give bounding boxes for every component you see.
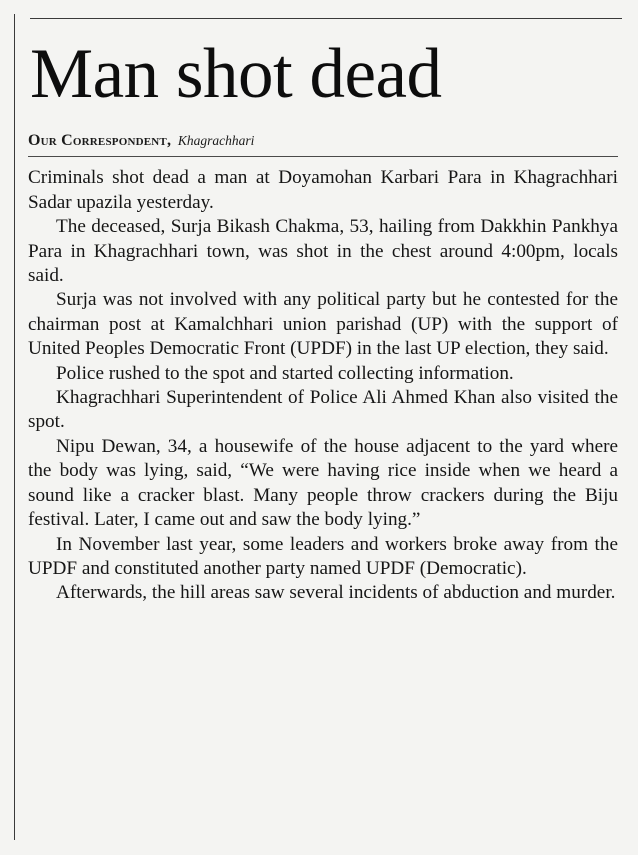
paragraph: The deceased, Surja Bikash Chakma, 53, hailing from Dakkhin Pankhya Para in Khagrachhari town, was shot in the chest around 4:00pm, locals said. — [28, 216, 618, 287]
paragraph: Nipu Dewan, 34, a housewife of the house adjacent to the yard where the body was lying, said, “We were having rice inside when we heard a sound like a cracker blast. Many people throw crackers during the Biju festival. Later, I came out and saw the body lying.” — [28, 435, 618, 531]
column-rule — [14, 14, 15, 840]
news-article — [28, 28, 618, 606]
article-body — [28, 166, 618, 605]
paragraph: Police rushed to the spot and started collecting information. — [56, 362, 514, 384]
paragraph: Criminals shot dead a man at Doyamohan Karbari Para in Khagrachhari Sadar upazila yesterday. — [28, 167, 618, 213]
byline — [28, 132, 618, 150]
top-rule — [30, 18, 622, 19]
paragraph: Khagrachhari Superintendent of Police Ali Ahmed Khan also visited the spot. — [28, 387, 618, 433]
paragraph: Afterwards, the hill areas saw several incidents of abduction and murder. — [56, 582, 616, 604]
byline-place: Khagrachhari — [177, 133, 255, 149]
byline-author: Our Correspondent, — [28, 132, 172, 150]
byline-divider — [28, 156, 618, 157]
paragraph: In November last year, some leaders and workers broke away from the UPDF and constituted another party named UPDF (Democratic). — [28, 533, 618, 579]
headline: Man shot dead — [30, 35, 442, 113]
paragraph: Surja was not involved with any political party but he contested for the chairman post at Kamalchhari union parishad (UP) with the support of United Peoples Democratic Front (UPDF) in the last UP election, they said. — [28, 289, 618, 360]
